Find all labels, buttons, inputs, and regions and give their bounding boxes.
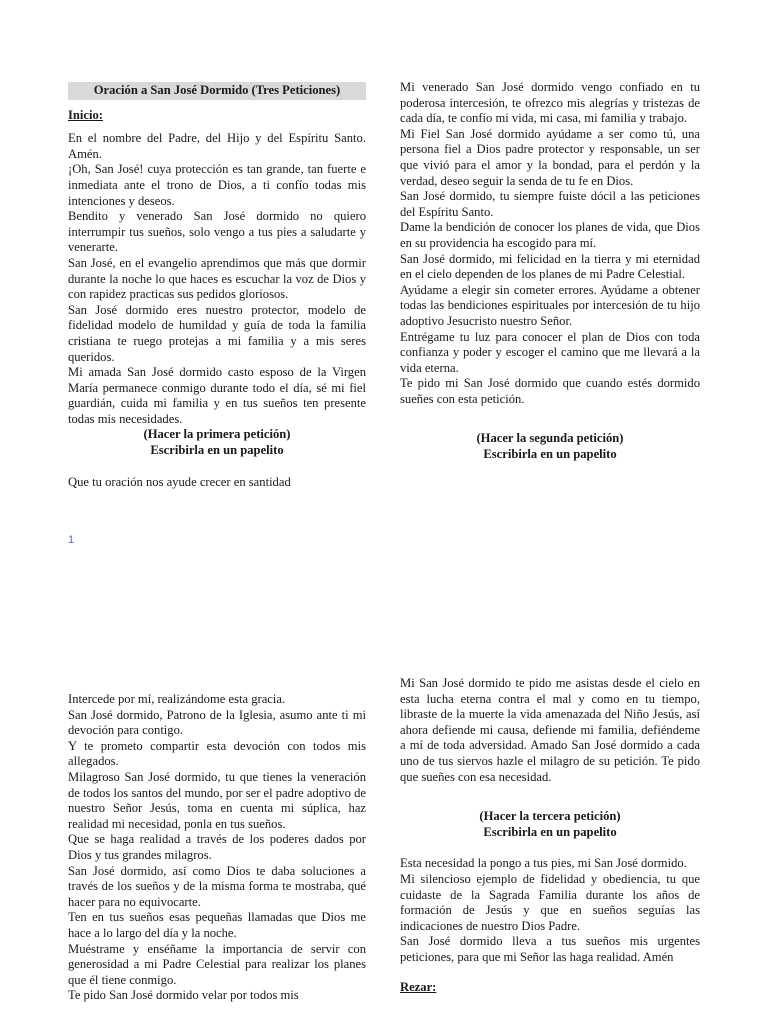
paragraph: Intercede por mí, realizándome esta gracia. [68, 692, 286, 706]
paragraph: San José dormido, mi felicidad en la tierra y mi eternidad en el cielo dependen de los planes de mi Padre Celestial. [400, 251, 700, 282]
paragraph: San José dormido eres nuestro protector, modelo de fidelidad modelo de humildad y guía de toda la familia cristiana te ruego protejas a mi familia y a mis seres queridos. [68, 302, 366, 364]
document-page-2 [0, 664, 768, 1024]
right-column [400, 80, 700, 463]
paragraph: Mi Fiel San José dormido ayúdame a ser como tú, una persona fiel a Dios padre protector y responsable, un ser que vivió para el amor y la bondad, para el perdón y la verdad, deseo seguir la senda de tu fe en Dios. [400, 126, 700, 188]
paragraph: Ten en tus sueños esas pequeñas llamadas que Dios me hace a lo largo del día y la noche. [68, 910, 366, 940]
left-column [68, 692, 366, 1004]
third-request-instruction: (Hacer la tercera petición) [479, 809, 621, 824]
paragraph: San José dormido lleva a tus sueños mis urgentes peticiones, para que mi Señor las haga realidad. Amén [400, 934, 700, 964]
paragraph: Te pido mi San José dormido que cuando estés dormido sueñes con esta petición. [400, 376, 700, 406]
paragraph: Mi amada San José dormido casto esposo de la Virgen María permanece conmigo durante todo el día, sé mi fiel guardián, cuida mi familia y en tus sueños ten presente todas mis necesidades. [68, 365, 366, 426]
paragraph: Que se haga realidad a través de los poderes dados por Dios y tus grandes milagros. [68, 832, 366, 862]
second-request-note: Escribirla en un papelito [483, 447, 617, 462]
paragraph: Mi San José dormido te pido me asistas desde el cielo en esta lucha eterna contra el mal y como en tu tiempo, libraste de la muerte la vida amenazada del Niño Jesús, así ahora defiende mi causa, defiende mi familia, defiéndeme a mí de toda adversidad. Amado San José dormido a cada uno de tus siervos hazle el milagro de su petición. Te pido que sueñes con esa necesidad. [400, 676, 700, 784]
page-gap [0, 560, 768, 664]
paragraph: Y te prometo compartir esta devoción con todos mis allegados. [68, 738, 366, 769]
first-request-instruction: (Hacer la primera petición) [143, 427, 291, 442]
paragraph: Mi silencioso ejemplo de fidelidad y obediencia, tu que cuidaste de la Sagrada Familia durante los años de formación de Jesús y que en sueños seguías las indicaciones de nuestro Dios Padre. [400, 871, 700, 933]
first-request-note: Escribirla en un papelito [150, 443, 284, 458]
paragraph: Entrégame tu luz para conocer el plan de Dios con toda confianza y poder y escoger el camino que me llevará a la vida eterna. [400, 329, 700, 375]
right-column [400, 676, 700, 995]
paragraph: San José, en el evangelio aprendimos que más que dormir durante la noche lo que haces es escuchar la voz de Dios y con rapidez practicas sus pedidos gloriosos. [68, 255, 366, 302]
paragraph: Esta necesidad la pongo a tus pies, mi San José dormido. [400, 856, 687, 871]
paragraph: San José dormido, tu siempre fuiste dócil a las peticiones del Espíritu Santo. [400, 189, 700, 219]
paragraph: San José dormido, Patrono de la Iglesia, asumo ante ti mi devoción para contigo. [68, 707, 366, 738]
closing-line: Que tu oración nos ayude crecer en santidad [68, 474, 291, 489]
page-number: 1 [68, 534, 75, 546]
paragraph: Muéstrame y enséñame la importancia de servir con generosidad a mi Padre Celestial para realizar los planes que él tiene conmigo. [68, 941, 366, 987]
paragraph: Dame la bendición de conocer los planes de vida, que Dios en su providencia ha escogido para mí. [400, 220, 700, 250]
paragraph: San José dormido, así como Dios te daba soluciones a través de los sueños y de la misma forma te mostraba, qué hacer para no equivocarte. [68, 863, 366, 909]
paragraph: Milagroso San José dormido, tu que tienes la veneración de todos los santos del mundo, por ser el padre adoptivo de nuestro Señor Jesús, toma en cuenta mi súplica, haz realidad mi necesidad, ponla en tus sueños. [68, 769, 366, 831]
paragraph: Mi venerado San José dormido vengo confiado en tu poderosa intercesión, te ofrezco mis alegrías y tristezas de cada día, te confío mi vida, mi casa, mi familia y trabajo. [400, 80, 700, 126]
rezar-heading: Rezar: [400, 979, 437, 994]
inicio-heading: Inicio: [68, 107, 103, 122]
paragraph: Ayúdame a elegir sin cometer errores. Ayúdame a obtener todas las bendiciones espirituales por intercesión de tu hijo adoptivo Jesucristo nuestro Señor. [400, 282, 700, 328]
prayer-title: Oración a San José Dormido (Tres Peticiones) [68, 82, 366, 100]
second-request-instruction: (Hacer la segunda petición) [476, 431, 624, 446]
left-column [68, 80, 366, 490]
paragraph: Bendito y venerado San José dormido no quiero interrumpir tus sueños, solo vengo a tus pies a saludarte y venerarte. [68, 209, 366, 255]
paragraph: Te pido San José dormido velar por todos mis [68, 988, 299, 1003]
paragraph: En el nombre del Padre, del Hijo y del Espíritu Santo. Amén. [68, 131, 366, 161]
third-request-note: Escribirla en un papelito [483, 824, 617, 839]
paragraph: ¡Oh, San José! cuya protección es tan grande, tan fuerte e inmediata ante el trono de Dios, a ti confío todas mis intenciones y deseos. [68, 162, 366, 208]
